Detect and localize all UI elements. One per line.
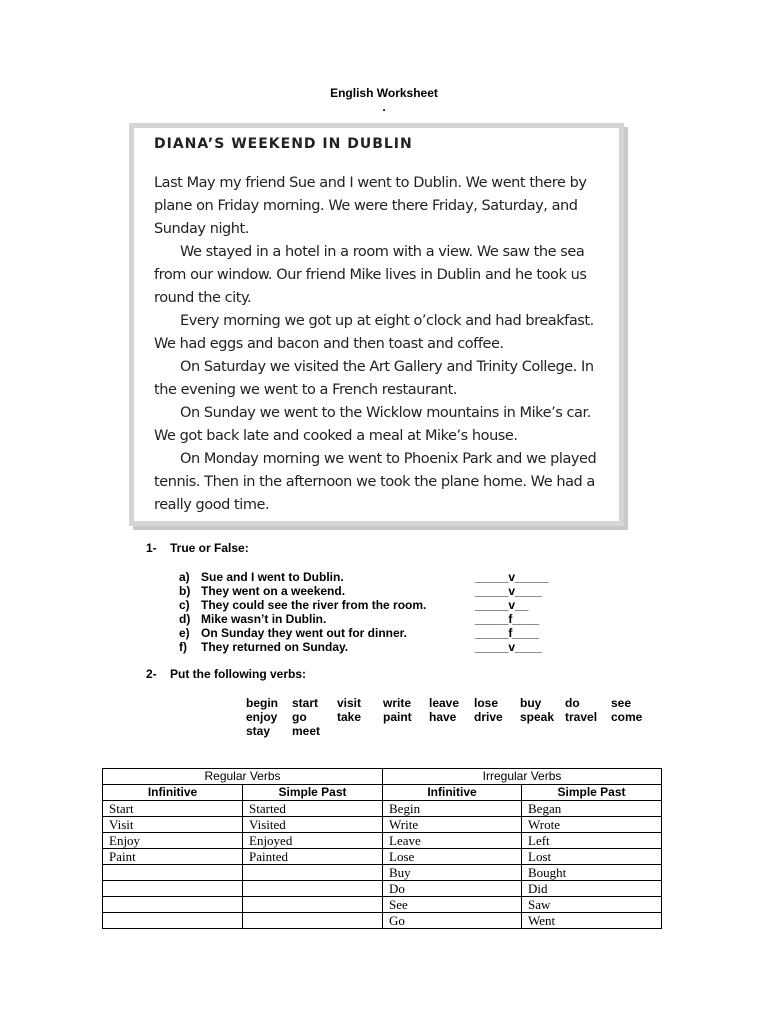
title-dot: . bbox=[382, 100, 386, 114]
reading-paragraph: On Sunday we went to the Wicklow mountains in Mike’s car. We got back late and cooked a meal at Mike’s house. bbox=[154, 405, 591, 444]
item-answer: _____f____ bbox=[475, 626, 540, 640]
section-number: 2- bbox=[146, 667, 157, 681]
item-statement: They returned on Sunday. bbox=[201, 640, 349, 654]
item-statement: On Sunday they went out for dinner. bbox=[201, 626, 408, 640]
table-row bbox=[103, 801, 662, 817]
table-cell: Do bbox=[383, 881, 522, 897]
table-cell bbox=[243, 897, 383, 913]
verb-word: travel bbox=[565, 710, 598, 724]
verbs-table bbox=[102, 768, 662, 929]
column-header: Simple Past bbox=[522, 785, 662, 801]
table-cell: Write bbox=[383, 817, 522, 833]
list-item bbox=[179, 612, 549, 626]
table-cell: See bbox=[383, 897, 522, 913]
table-row bbox=[103, 881, 662, 897]
irregular-verbs-header: Irregular Verbs bbox=[383, 769, 662, 785]
table-cell bbox=[243, 913, 383, 929]
reading-paragraph: Last May my friend Sue and I went to Dublin. We went there by plane on Friday morning. We were there Friday, Saturday, and Sunday night. bbox=[154, 175, 587, 237]
table-cell: Began bbox=[522, 801, 662, 817]
list-item bbox=[179, 584, 549, 598]
table-row bbox=[103, 817, 662, 833]
section-1-heading bbox=[146, 541, 249, 555]
table-row bbox=[103, 897, 662, 913]
table-cell: Start bbox=[103, 801, 243, 817]
item-letter: f) bbox=[179, 640, 187, 654]
verb-word: paint bbox=[383, 710, 412, 724]
reading-title: DIANA’S WEEKEND IN DUBLIN bbox=[154, 136, 413, 152]
table-cell: Went bbox=[522, 913, 662, 929]
table-cell: Started bbox=[243, 801, 383, 817]
reading-passage-box bbox=[129, 123, 624, 526]
verb-word: start bbox=[292, 696, 319, 710]
table-cell: Begin bbox=[383, 801, 522, 817]
regular-verbs-header: Regular Verbs bbox=[103, 769, 383, 785]
table-cell bbox=[243, 881, 383, 897]
item-statement: Sue and I went to Dublin. bbox=[201, 570, 344, 584]
table-cell bbox=[103, 913, 243, 929]
table-cell bbox=[103, 897, 243, 913]
verb-bank bbox=[246, 696, 657, 738]
table-column-header-row bbox=[103, 785, 662, 801]
section-title: True or False: bbox=[170, 541, 249, 555]
table-cell: Go bbox=[383, 913, 522, 929]
item-letter: d) bbox=[179, 612, 191, 626]
verb-word: go bbox=[292, 710, 307, 724]
verb-word: stay bbox=[246, 724, 271, 738]
verb-word: begin bbox=[246, 696, 278, 710]
column-header: Infinitive bbox=[383, 785, 522, 801]
table-cell: Lose bbox=[383, 849, 522, 865]
table-row bbox=[103, 913, 662, 929]
table-cell: Visit bbox=[103, 817, 243, 833]
verb-word: speak bbox=[520, 710, 555, 724]
verb-word: have bbox=[429, 710, 457, 724]
verb-word: do bbox=[565, 696, 580, 710]
table-row bbox=[103, 849, 662, 865]
table-cell: Buy bbox=[383, 865, 522, 881]
reading-paragraph: Every morning we got up at eight o’clock and had breakfast. We had eggs and bacon and then toast and coffee. bbox=[154, 313, 594, 352]
table-cell: Enjoy bbox=[103, 833, 243, 849]
item-letter: a) bbox=[179, 570, 190, 584]
column-header: Simple Past bbox=[243, 785, 383, 801]
list-item bbox=[179, 598, 549, 612]
table-group-header-row bbox=[103, 769, 662, 785]
table-cell: Enjoyed bbox=[243, 833, 383, 849]
table-cell: Wrote bbox=[522, 817, 662, 833]
table-cell bbox=[103, 865, 243, 881]
table-cell: Visited bbox=[243, 817, 383, 833]
table-cell: Leave bbox=[383, 833, 522, 849]
reading-paragraph: On Monday morning we went to Phoenix Park and we played tennis. Then in the afternoon we took the plane home. We had a really good time. bbox=[154, 451, 597, 513]
table-cell: Did bbox=[522, 881, 662, 897]
list-item bbox=[179, 570, 549, 584]
table-row bbox=[103, 865, 662, 881]
item-letter: e) bbox=[179, 626, 190, 640]
item-statement: They could see the river from the room. bbox=[201, 598, 427, 612]
column-header: Infinitive bbox=[103, 785, 243, 801]
verb-word: come bbox=[611, 710, 643, 724]
verb-word: lose bbox=[474, 696, 499, 710]
verb-word: buy bbox=[520, 696, 542, 710]
table-cell bbox=[243, 865, 383, 881]
list-item bbox=[179, 640, 549, 654]
item-answer: _____f____ bbox=[475, 612, 540, 626]
table-cell: Saw bbox=[522, 897, 662, 913]
table-cell: Lost bbox=[522, 849, 662, 865]
table-cell: Paint bbox=[103, 849, 243, 865]
page-title: English Worksheet bbox=[330, 86, 438, 100]
verb-word: write bbox=[383, 696, 412, 710]
list-item bbox=[179, 626, 549, 640]
item-answer: _____v____ bbox=[475, 640, 542, 654]
verb-word: visit bbox=[337, 696, 362, 710]
table-row bbox=[103, 833, 662, 849]
verb-word: take bbox=[337, 710, 362, 724]
section-2-heading bbox=[146, 667, 306, 681]
true-false-list bbox=[179, 570, 549, 654]
verb-word: see bbox=[611, 696, 632, 710]
verb-word: leave bbox=[429, 696, 460, 710]
section-title: Put the following verbs: bbox=[170, 667, 307, 681]
reading-paragraph: We stayed in a hotel in a room with a view. We saw the sea from our window. Our friend Mike lives in Dublin and he took us round the city. bbox=[154, 244, 587, 306]
table-cell: Painted bbox=[243, 849, 383, 865]
reading-text bbox=[154, 172, 612, 517]
item-answer: _____v__ bbox=[475, 598, 529, 612]
reading-paragraph: On Saturday we visited the Art Gallery and Trinity College. In the evening we went to a French restaurant. bbox=[154, 359, 594, 398]
item-statement: Mike wasn’t in Dublin. bbox=[201, 612, 327, 626]
section-number: 1- bbox=[146, 541, 157, 555]
item-letter: b) bbox=[179, 584, 191, 598]
table-cell: Bought bbox=[522, 865, 662, 881]
item-answer: _____v____ bbox=[475, 584, 542, 598]
item-answer: _____v_____ bbox=[475, 570, 549, 584]
table-cell: Left bbox=[522, 833, 662, 849]
item-statement: They went on a weekend. bbox=[201, 584, 346, 598]
item-letter: c) bbox=[179, 598, 190, 612]
table-cell bbox=[103, 881, 243, 897]
verb-word: meet bbox=[292, 724, 321, 738]
verb-word: enjoy bbox=[246, 710, 278, 724]
verb-word: drive bbox=[474, 710, 503, 724]
